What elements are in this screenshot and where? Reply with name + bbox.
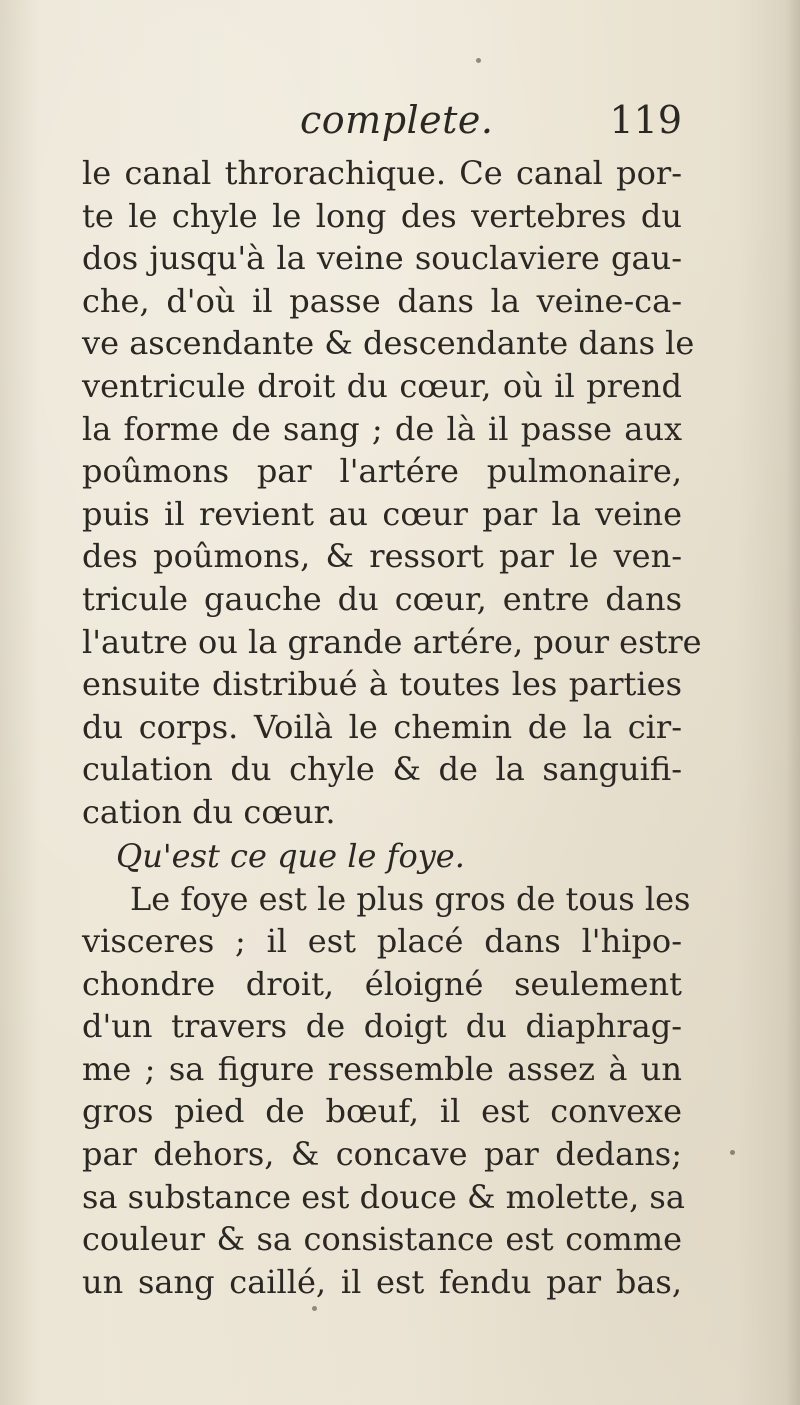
text-line: te le chyle le long des vertebres du xyxy=(82,196,682,235)
text-line: un sang caillé, il est fendu par bas, xyxy=(82,1262,682,1301)
body-text xyxy=(82,152,702,1303)
text-line: sa substance est douce & molette, sa xyxy=(82,1177,685,1216)
paragraph-chyle-circulation xyxy=(82,152,702,834)
text-line: puis il revient au cœur par la veine xyxy=(82,494,682,533)
text-line: ventricule droit du cœur, où il prend xyxy=(82,366,682,405)
text-line: chondre droit, éloigné seulement xyxy=(82,964,682,1003)
text-line: d'un travers de doigt du diaphrag- xyxy=(82,1007,682,1046)
page-header xyxy=(82,98,682,148)
paper-speck xyxy=(476,58,481,63)
text-line: des poûmons, & ressort par le ven- xyxy=(82,537,682,576)
text-line: ve ascendante & descendante dans le xyxy=(82,324,695,363)
paper-speck xyxy=(312,1306,317,1311)
text-line: ensuite distribué à toutes les parties xyxy=(82,665,682,704)
text-line: dos jusqu'à la veine souclaviere gau- xyxy=(82,239,682,278)
text-line: tricule gauche du cœur, entre dans xyxy=(82,579,682,618)
text-line: couleur & sa consistance est comme xyxy=(82,1220,682,1259)
text-line: Le foye est le plus gros de tous les xyxy=(130,879,691,918)
paragraph-liver xyxy=(82,878,691,1304)
text-line: l'autre ou la grande artére, pour estre xyxy=(82,622,702,661)
text-line: visceres ; il est placé dans l'hipo- xyxy=(82,922,682,961)
text-line: gros pied de bœuf, il est convexe xyxy=(82,1092,682,1131)
running-title: complete. xyxy=(300,98,494,142)
section-heading: Qu'est ce que le foye. xyxy=(116,836,465,875)
page-edge-shadow xyxy=(786,0,800,1405)
text-line: la forme de sang ; de là il passe aux xyxy=(82,409,682,448)
page-number: 119 xyxy=(609,98,682,142)
text-line: culation du chyle & de la sanguifi- xyxy=(82,750,682,789)
text-line: cation du cœur. xyxy=(82,792,336,831)
text-line: le canal throrachique. Ce canal por- xyxy=(82,154,682,192)
text-line: du corps. Voilà le chemin de la cir- xyxy=(82,707,682,746)
text-line: poûmons par l'artére pulmonaire, xyxy=(82,452,682,491)
text-line: che, d'où il passe dans la veine-ca- xyxy=(82,281,682,320)
text-line: me ; sa figure ressemble assez à un xyxy=(82,1049,682,1088)
text-line: par dehors, & concave par dedans; xyxy=(82,1135,682,1174)
paper-speck xyxy=(730,1150,735,1155)
